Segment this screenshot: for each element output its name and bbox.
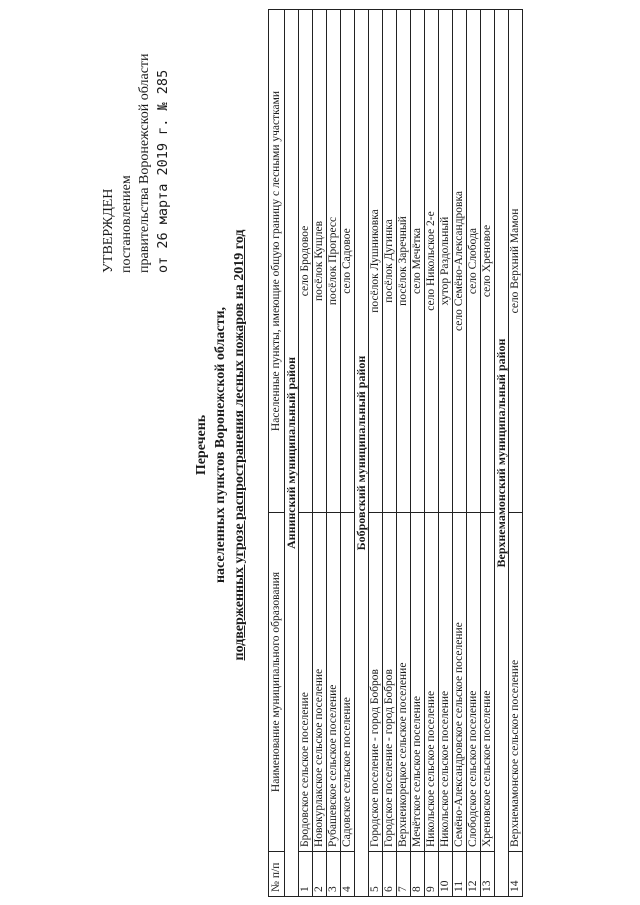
municipality-name: Семёно-Александровское сельское поселение [453,513,467,852]
approval-line-2: постановлением [119,175,134,273]
district-row [355,10,369,897]
row-number: 4 [341,852,355,897]
row-number: 10 [439,852,453,897]
settlement-name: село Садовое [341,10,355,513]
table-row [509,10,523,897]
table-body [285,10,523,897]
table-row [439,10,453,897]
table-row [467,10,481,897]
row-number: 8 [411,852,425,897]
municipality-name: Хреновское сельское поселение [481,513,495,852]
table-row [397,10,411,897]
row-number: 2 [313,852,327,897]
municipality-name: Мечётское сельское поселение [411,513,425,852]
district-row [495,10,509,897]
table-row [481,10,495,897]
municipality-name: Никольское сельское поселение [425,513,439,852]
row-number: 3 [327,852,341,897]
title-line-1: Перечень [194,414,209,476]
row-number: 5 [369,852,383,897]
settlement-name: посёлок Прогресс [327,10,341,513]
table-row [313,10,327,897]
district-name: Бобровский муниципальный район [355,10,369,897]
table-header-row [269,10,285,897]
table-row [453,10,467,897]
table-row [327,10,341,897]
header-settlements: Населенные пункты, имеющие общую границу с лесными участками [269,10,285,513]
header-municipality: Наименование муниципального образования [269,513,285,852]
table-row [299,10,313,897]
row-number: 12 [467,852,481,897]
row-number: 6 [383,852,397,897]
settlement-name: посёлок Заречный [397,10,411,513]
table-row [411,10,425,897]
row-number: 7 [397,852,411,897]
approval-stamp [100,33,172,273]
settlement-name: посёлок Кущлев [313,10,327,513]
title-line-2: населенных пунктов Воронежской области, [213,306,228,584]
settlement-name: село Семёно-Александровка [453,10,467,513]
district-name: Аннинский муниципальный район [285,10,299,897]
district-name: Верхнемамонский муниципальный район [495,10,509,897]
municipality-name: Городское поселение - город Бобров [369,513,383,852]
row-number: 13 [481,852,495,897]
settlement-name: село Верхний Мамон [509,10,523,513]
municipality-name: Городское поселение - город Бобров [383,513,397,852]
approval-line-4: от 26 марта 2019 г. № 285 [155,69,171,273]
settlement-name: село Мечётка [411,10,425,513]
district-row [285,10,299,897]
row-number: 11 [453,852,467,897]
municipality-name: Бродовское сельское поселение [299,513,313,852]
municipality-name: Рубашевское сельское поселение [327,513,341,852]
row-number: 1 [299,852,313,897]
row-number: 9 [425,852,439,897]
municipality-name: Верхнемамонское сельское поселение [509,513,523,852]
municipality-name: Верхнеикорецкое сельское поселение [397,513,411,852]
settlement-name: посёлок Лушниковка [369,10,383,513]
title-line-3: подверженных угрозе распространения лесных пожаров на 2019 год [232,229,247,661]
settlement-name: посёлок Дугинка [383,10,397,513]
header-num: № п/п [269,852,285,897]
municipality-name: Никольское сельское поселение [439,513,453,852]
municipality-name: Садовское сельское поселение [341,513,355,852]
table-row [383,10,397,897]
settlement-name: хутор Раздольный [439,10,453,513]
settlement-name: село Слобода [467,10,481,513]
municipality-name: Слободское сельское поселение [467,513,481,852]
table-row [341,10,355,897]
document-title [192,105,249,785]
approval-line-3: правительства Воронежской области [137,53,152,273]
settlement-name: село Бродовое [299,10,313,513]
municipality-name: Новокурлакское сельское поселение [313,513,327,852]
settlements-table [268,9,523,897]
row-number: 14 [509,852,523,897]
table-row [425,10,439,897]
approval-line-1: УТВЕРЖДЕН [101,188,116,273]
settlement-name: село Никольское 2-е [425,10,439,513]
settlement-name: село Хреновое [481,10,495,513]
table-row [369,10,383,897]
